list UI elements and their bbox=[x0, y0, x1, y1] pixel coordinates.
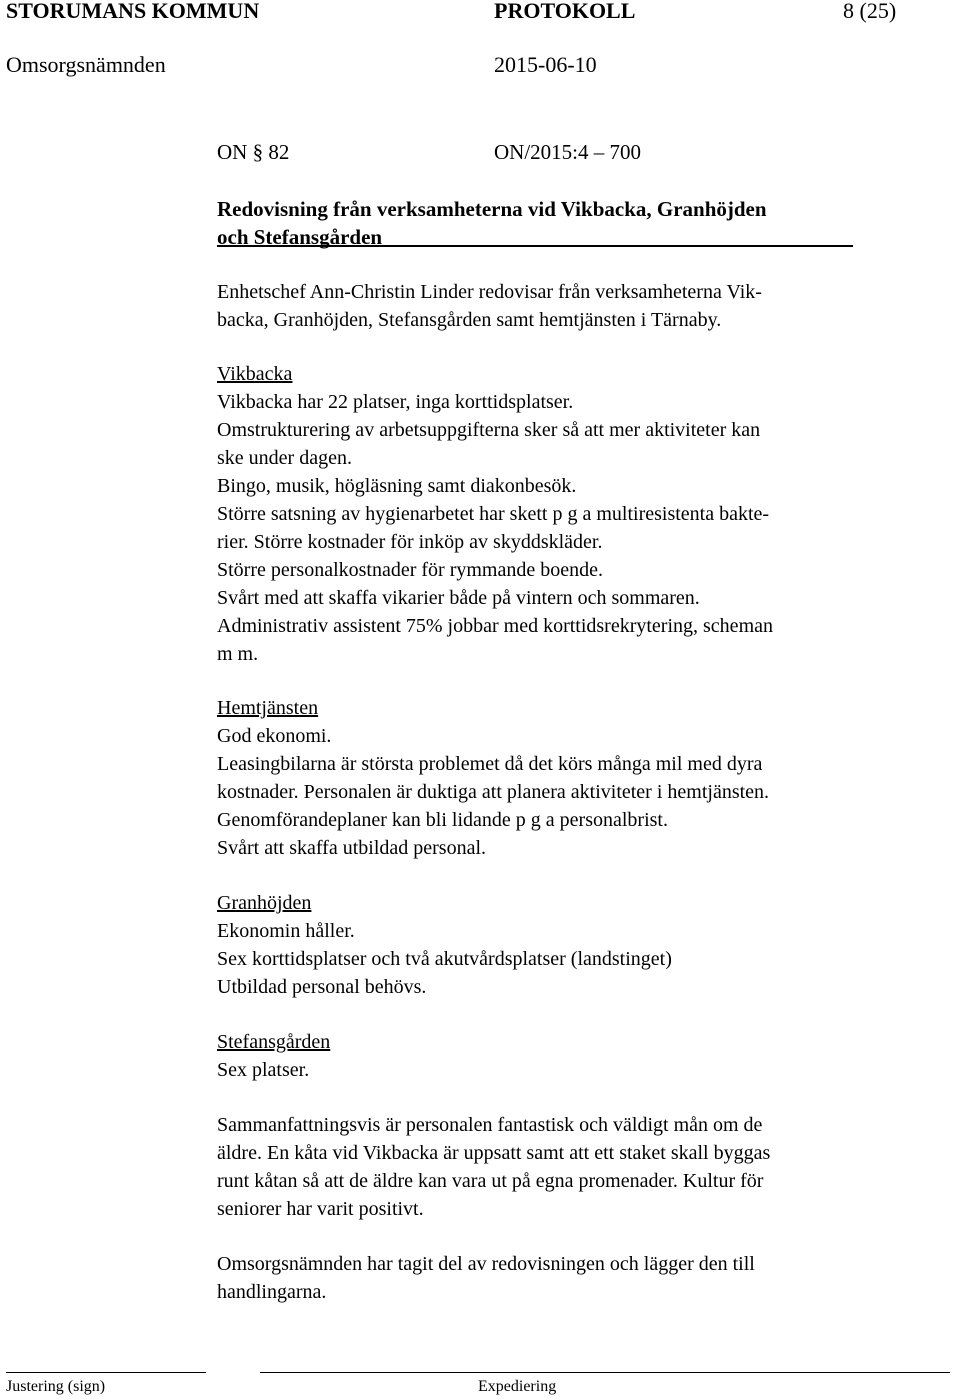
paragraph-number: ON § 82 bbox=[217, 140, 290, 164]
justering-rule bbox=[6, 1372, 206, 1373]
hemtjansten-line: God ekonomi. bbox=[217, 725, 332, 747]
case-reference: ON/2015:4 – 700 bbox=[494, 140, 641, 164]
section-heading-stefansgarden: Stefansgården bbox=[217, 1031, 331, 1053]
intro-line-2: backa, Granhöjden, Stefansgården samt hemtjänsten i Tärnaby. bbox=[217, 309, 722, 331]
granhojden-line: Ekonomin håller. bbox=[217, 920, 355, 942]
vikbacka-line: Omstrukturering av arbetsuppgifterna sker så att mer aktiviteter kan bbox=[217, 419, 761, 441]
vikbacka-line: ske under dagen. bbox=[217, 447, 352, 469]
section-heading-granhojden: Granhöjden bbox=[217, 892, 312, 914]
document-type: PROTOKOLL bbox=[494, 0, 636, 23]
section-heading-hemtjansten: Hemtjänsten bbox=[217, 697, 319, 719]
hemtjansten-line: Leasingbilarna är största problemet då det körs många mil med dyra bbox=[217, 753, 763, 775]
expediering-rule bbox=[260, 1372, 950, 1373]
summary-line: runt kåtan så att de äldre kan vara ut på egna promenader. Kultur för bbox=[217, 1170, 764, 1192]
summary-line: Sammanfattningsvis är personalen fantastisk och väldigt mån om de bbox=[217, 1114, 763, 1136]
vikbacka-line: Bingo, musik, högläsning samt diakonbesök. bbox=[217, 475, 577, 497]
item-title-line-2 bbox=[217, 222, 382, 252]
decision-line: handlingarna. bbox=[217, 1281, 327, 1303]
intro-line-1: Enhetschef Ann-Christin Linder redovisar från verksamheterna Vik- bbox=[217, 281, 762, 303]
vikbacka-line: Större satsning av hygienarbetet har skett p g a multiresistenta bakte- bbox=[217, 503, 770, 525]
vikbacka-line: Vikbacka har 22 platser, inga korttidsplatser. bbox=[217, 391, 574, 413]
stefansgarden-line: Sex platser. bbox=[217, 1059, 310, 1081]
item-title-line-2-text: och Stefansgården bbox=[217, 225, 383, 249]
section-heading-vikbacka: Vikbacka bbox=[217, 363, 293, 385]
hemtjansten-line: Svårt att skaffa utbildad personal. bbox=[217, 837, 487, 859]
vikbacka-line: m m. bbox=[217, 643, 259, 665]
expediering-label: Expediering bbox=[478, 1378, 557, 1395]
vikbacka-line: Administrativ assistent 75% jobbar med korttidsrekrytering, scheman bbox=[217, 615, 773, 637]
granhojden-line: Sex korttidsplatser och två akutvårdsplatser (landstinget) bbox=[217, 948, 672, 970]
hemtjansten-line: kostnader. Personalen är duktiga att planera aktiviteter i hemtjänsten. bbox=[217, 781, 770, 803]
decision-line: Omsorgsnämnden har tagit del av redovisningen och lägger den till bbox=[217, 1253, 755, 1275]
vikbacka-line: rier. Större kostnader för inköp av skyddskläder. bbox=[217, 531, 603, 553]
vikbacka-line: Svårt med att skaffa vikarier både på vintern och sommaren. bbox=[217, 587, 700, 609]
summary-line: äldre. En kåta vid Vikbacka är uppsatt samt att ett staket skall byggas bbox=[217, 1142, 771, 1164]
municipality-name: STORUMANS KOMMUN bbox=[6, 0, 260, 23]
justering-label: Justering (sign) bbox=[6, 1378, 106, 1395]
meeting-date: 2015-06-10 bbox=[494, 52, 597, 77]
vikbacka-line: Större personalkostnader för rymmande boende. bbox=[217, 559, 603, 581]
board-name: Omsorgsnämnden bbox=[6, 52, 166, 77]
summary-line: seniorer har varit positivt. bbox=[217, 1198, 424, 1220]
item-title-line-1: Redovisning från verksamheterna vid Vikbacka, Granhöjden bbox=[217, 197, 767, 221]
title-underline bbox=[217, 245, 853, 247]
granhojden-line: Utbildad personal behövs. bbox=[217, 976, 427, 998]
hemtjansten-line: Genomförandeplaner kan bli lidande p g a personalbrist. bbox=[217, 809, 668, 831]
page-number: 8 (25) bbox=[843, 0, 897, 23]
